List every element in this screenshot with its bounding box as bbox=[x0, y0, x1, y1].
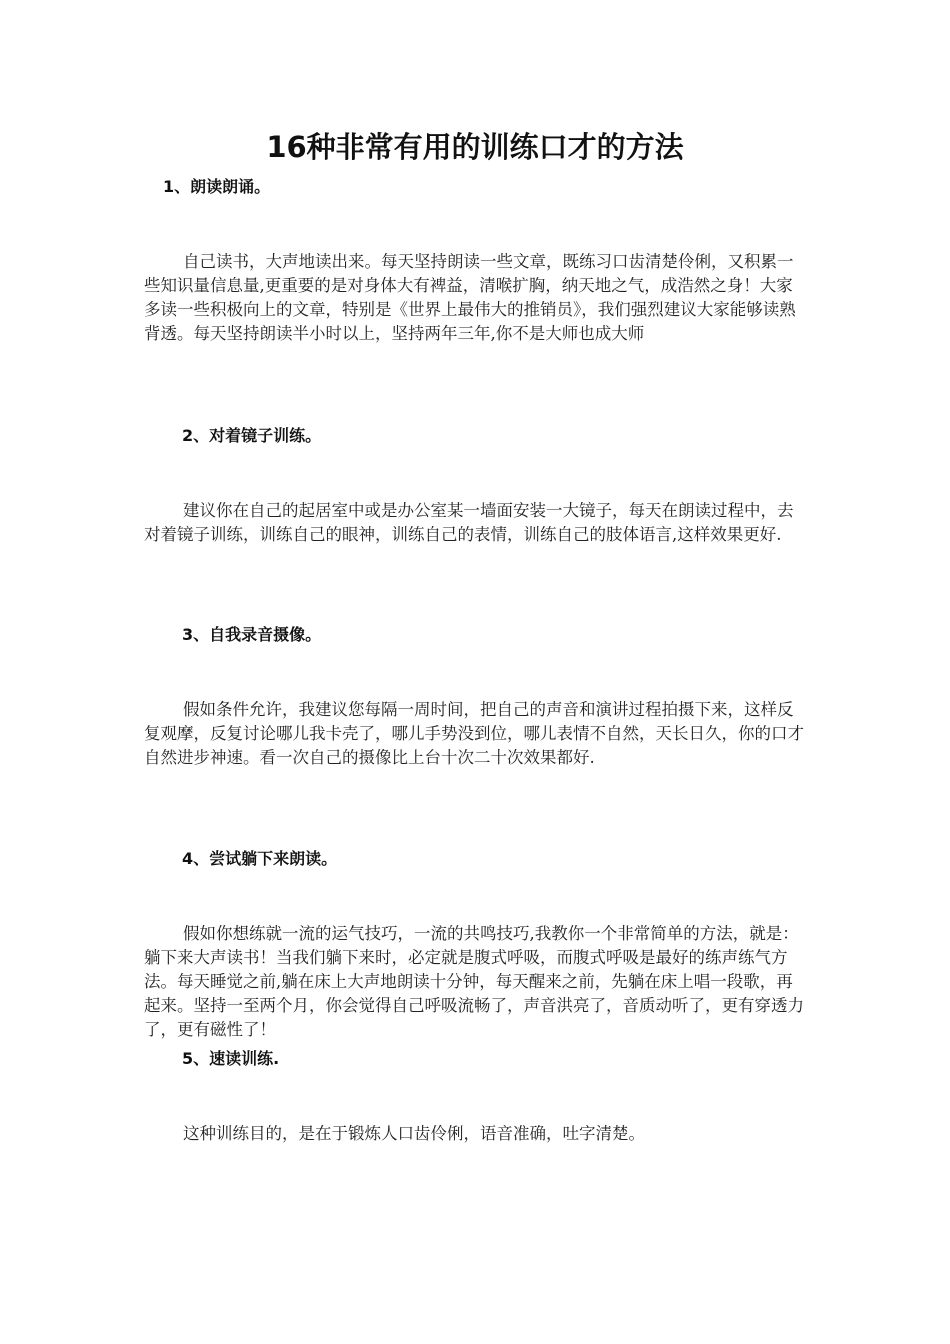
section-paragraph-3: 假如条件允许，我建议您每隔一周时间，把自己的声音和演讲过程拍摄下来，这样反复观摩，反复讨论哪儿我卡壳了，哪儿手势没到位，哪儿表情不自然，天长日久，你的口才自然进步神速。看一次自己的摄像比上台十次二十次效果都好. bbox=[144, 700, 804, 767]
section-paragraph-2: 建议你在自己的起居室中或是办公室某一墙面安装一大镜子，每天在朗读过程中，去对着镜子训练，训练自己的眼神，训练自己的表情，训练自己的肢体语言,这样效果更好. bbox=[144, 501, 794, 544]
section-paragraph-5: 这种训练目的，是在于锻炼人口齿伶俐，语音准确，吐字清楚。 bbox=[183, 1124, 645, 1143]
section-heading-3: 3、自我录音摄像。 bbox=[182, 625, 322, 644]
section-heading-1: 1、朗读朗诵。 bbox=[163, 177, 271, 196]
section-paragraph-1: 自己读书，大声地读出来。每天坚持朗读一些文章，既练习口齿清楚伶俐，又积累一些知识量信息量,更重要的是对身体大有裨益，清喉扩胸，纳天地之气，成浩然之身！大家多读一些积极向上的文章，特别是《世界上最伟大的推销员》，我们强烈建议大家能够读熟背透。每天坚持朗读半小时以上，坚持两年三年,你不是大师也成大师 bbox=[144, 252, 796, 343]
section-heading-5: 5、速读训练. bbox=[182, 1049, 280, 1068]
section-heading-4: 4、尝试躺下来朗读。 bbox=[182, 849, 338, 868]
page-title: 16种非常有用的训练口才的方法 bbox=[266, 130, 684, 164]
section-paragraph-4: 假如你想练就一流的运气技巧，一流的共鸣技巧,我教你一个非常简单的方法，就是：躺下来大声读书！当我们躺下来时，必定就是腹式呼吸，而腹式呼吸是最好的练声练气方法。每天睡觉之前,躺在床上大声地朗读十分钟，每天醒来之前，先躺在床上唱一段歌，再起来。坚持一至两个月，你会觉得自己呼吸流畅了，声音洪亮了，音质动听了，更有穿透力了，更有磁性了！ bbox=[144, 924, 804, 1039]
section-heading-2: 2、对着镜子训练。 bbox=[182, 426, 322, 445]
